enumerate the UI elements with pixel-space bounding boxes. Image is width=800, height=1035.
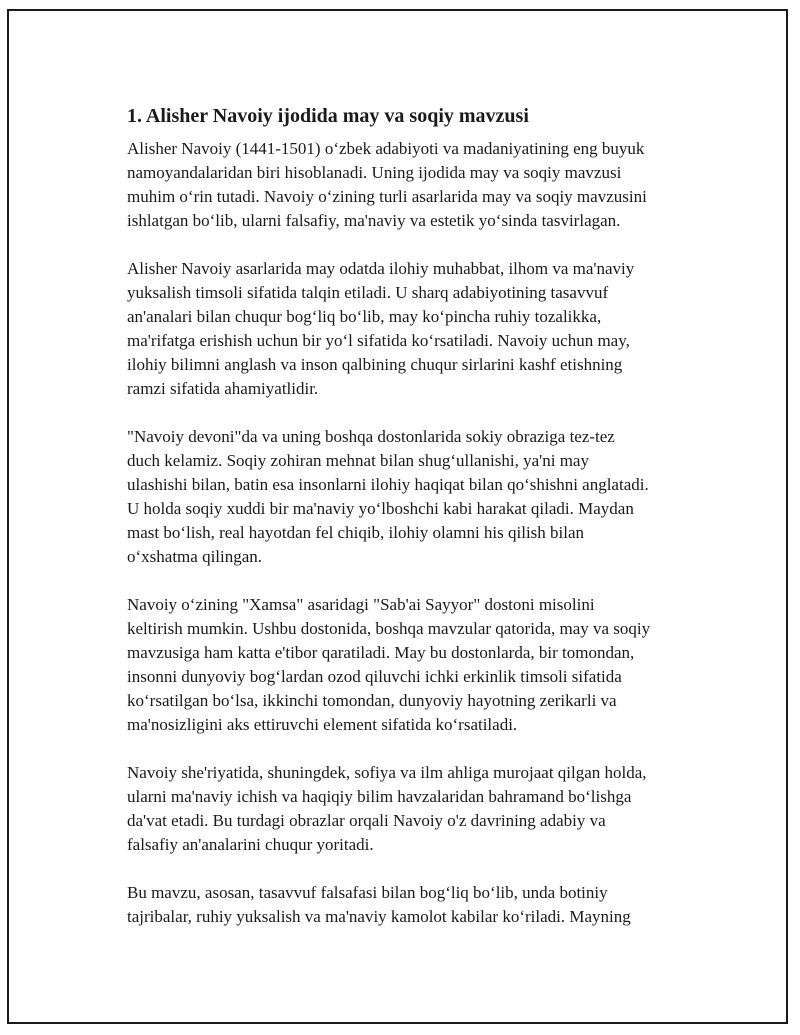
page-frame (7, 9, 788, 1024)
document-body (119, 101, 699, 953)
paragraph-3: "Navoiy devoni"da va uning boshqa dostonlarida sokiy obraziga tez-tez duch kelamiz. Soqiy zohiran mehnat bilan shugʻullanishi, ya'ni may ulashishi bilan, batin esa insonlarni ilohiy haqiqat bilan qoʻshishni anglatadi. U holda soqiy xuddi bir ma'naviy yoʻlboshchi kabi harakat qiladi. Maydan mast boʻlish, real hayotdan fel chiqib, ilohiy olamni his qilish bilan oʻxshatma qilingan. (127, 427, 649, 566)
paragraph-6: Bu mavzu, asosan, tasavvuf falsafasi bilan bogʻliq boʻlib, unda botiniy tajribalar, ruhiy yuksalish va ma'naviy kamolot kabilar koʻriladi. Mayning (127, 883, 631, 926)
section-title: 1. Alisher Navoiy ijodida may va soqiy mavzusi (127, 105, 529, 127)
paragraph-5: Navoiy she'riyatida, shuningdek, sofiya va ilm ahliga murojaat qilgan holda, ularni ma'naviy ichish va haqiqiy bilim havzalaridan bahramand boʻlishga da'vat etadi. Bu turdagi obrazlar orqali Navoiy o'z davrining adabiy va falsafiy an'analarini chuqur yoritadi. (127, 763, 647, 854)
paragraph-2: Alisher Navoiy asarlarida may odatda ilohiy muhabbat, ilhom va ma'naviy yuksalish timsoli sifatida talqin etiladi. U sharq adabiyotining tasavvuf an'analari bilan chuqur bogʻliq boʻlib, may koʻpincha ruhiy tozalikka, ma'rifatga erishish uchun bir yoʻl sifatida koʻrsatiladi. Navoiy uchun may, ilohiy bilimni anglash va inson qalbining chuqur sirlarini kashf etishning ramzi sifatida ahamiyatlidir. (127, 259, 635, 398)
paragraph-4: Navoiy oʻzining "Xamsa" asaridagi "Sab'ai Sayyor" dostoni misolini keltirish mumkin. Ushbu dostonida, boshqa mavzular qatorida, may va soqiy mavzusiga ham katta e'tibor qaratiladi. May bu dostonlarda, bir tomondan, insonni dunyoviy bogʻlardan ozod qiluvchi ichki erkinlik timsoli sifatida koʻrsatilgan boʻlsa, ikkinchi tomondan, dunyoviy hayotning zerikarli va ma'nosizligini aks ettiruvchi element sifatida koʻrsatiladi. (127, 595, 651, 734)
paragraph-1: Alisher Navoiy (1441-1501) oʻzbek adabiyoti va madaniyatining eng buyuk namoyandalaridan biri hisoblanadi. Uning ijodida may va soqiy mavzusi muhim oʻrin tutadi. Navoiy oʻzining turli asarlarida may va soqiy mavzusini ishlatgan boʻlib, ularni falsafiy, ma'naviy va estetik yoʻsinda tasvirlagan. (127, 139, 647, 230)
